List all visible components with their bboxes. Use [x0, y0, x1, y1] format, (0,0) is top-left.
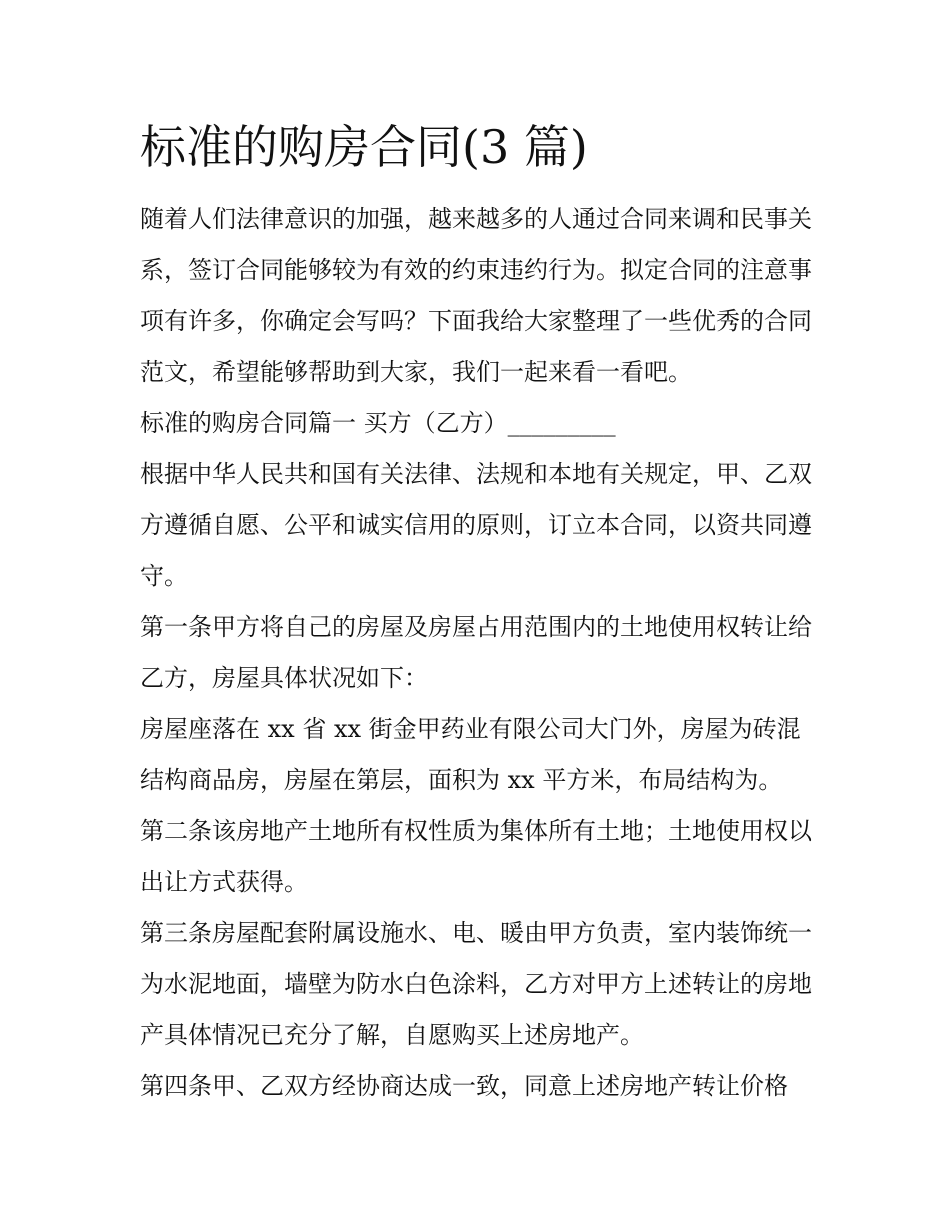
- document-body: [140, 112, 820, 1112]
- paragraph-property-location: 房屋座落在 xx 省 xx 街金甲药业有限公司大门外，房屋为砖混结构商品房，房屋在第层，面积为 xx 平方米，布局结构为。: [140, 715, 801, 794]
- paragraph-article-1: 第一条甲方将自己的房屋及房屋占用范围内的土地使用权转让给乙方，房屋具体状况如下：: [140, 613, 812, 692]
- paragraph-article-4: 第四条甲、乙双方经协商达成一致，同意上述房地产转让价格: [140, 1072, 788, 1100]
- paragraph-intro: 随着人们法律意识的加强，越来越多的人通过合同来调和民事关系，签订合同能够较为有效的约束违约行为。拟定合同的注意事项有许多，你确定会写吗？下面我给大家整理了一些优秀的合同范文，希望能够帮助到大家，我们一起来看一看吧。: [140, 205, 812, 386]
- paragraph-legal-basis: 根据中华人民共和国有关法律、法规和本地有关规定，甲、乙双方遵循自愿、公平和诚实信用的原则，订立本合同，以资共同遵守。: [140, 460, 812, 590]
- paragraph-article-3: 第三条房屋配套附属设施水、电、暖由甲方负责，室内装饰统一为水泥地面，墙壁为防水白色涂料，乙方对甲方上述转让的房地产具体情况已充分了解，自愿购买上述房地产。: [140, 919, 812, 1049]
- paragraph-contract-one-buyer: 标准的购房合同篇一 买方（乙方）_________: [140, 409, 616, 437]
- document-title: 标准的购房合同(3 篇): [140, 120, 588, 174]
- paragraph-article-2: 第二条该房地产土地所有权性质为集体所有土地；土地使用权以出让方式获得。: [140, 817, 812, 896]
